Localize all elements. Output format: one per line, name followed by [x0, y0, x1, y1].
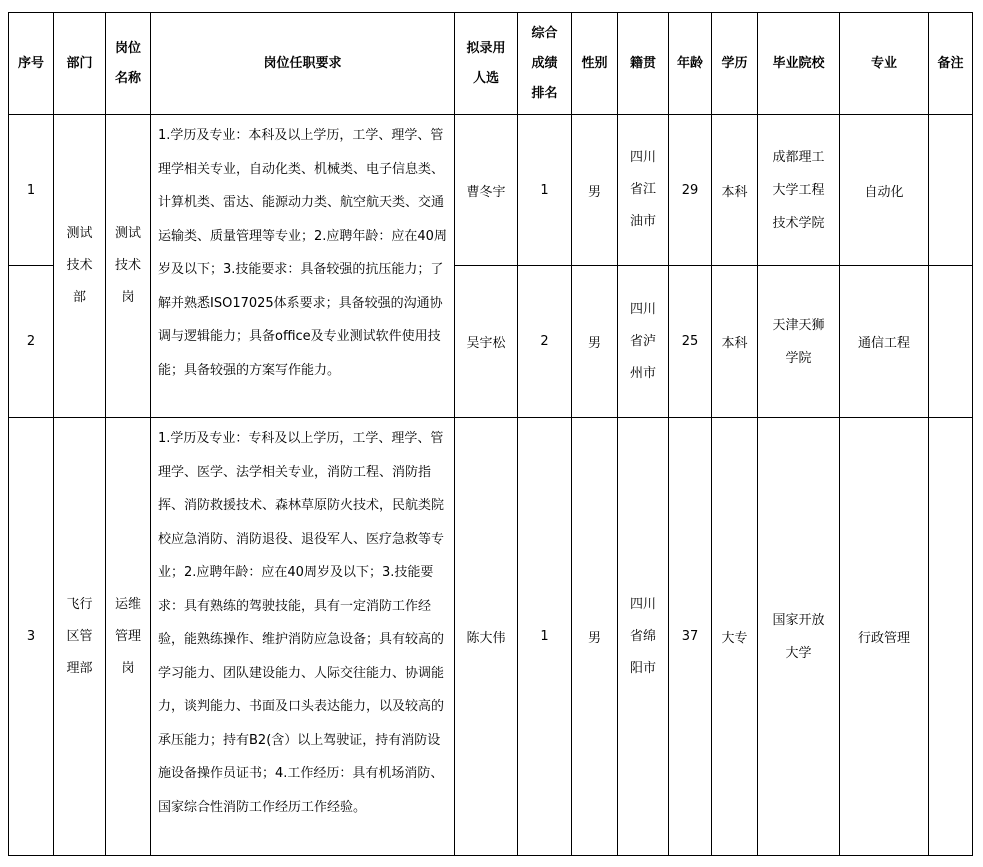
cell-candidate: 曹冬宇: [455, 115, 518, 266]
cell-dept: [54, 418, 106, 856]
header-post-label: 岗位名称: [114, 40, 141, 86]
header-native: 籍贯: [618, 13, 669, 115]
header-gender: 性别: [572, 13, 618, 115]
cell-remark: [929, 266, 973, 418]
header-edu: 学历: [712, 13, 758, 115]
header-row: [9, 13, 973, 115]
recruitment-table: [8, 12, 973, 856]
cell-post: [106, 418, 151, 856]
cell-remark: [929, 115, 973, 266]
native-label: 四川省江油市: [629, 150, 656, 229]
cell-rank: 2: [518, 266, 572, 418]
cell-seq: 3: [9, 418, 54, 856]
cell-age: 37: [669, 418, 712, 856]
header-candidate-label: 拟录用人选: [466, 40, 506, 86]
cell-school: [758, 266, 840, 418]
post-label: 测试技术岗: [114, 226, 141, 305]
header-requirements: 岗位任职要求: [151, 13, 455, 115]
cell-requirements: 1.学历及专业：本科及以上学历，工学、理学、管理学相关专业，自动化类、机械类、电子信息类、计算机类、雷达、能源动力类、航空航天类、交通运输类、质量管理等专业；2.应聘年龄：应在40周岁及以下；3.技能要求：具备较强的抗压能力；了解并熟悉ISO17025体系要求；具备较强的沟通协调与逻辑能力；具备office及专业测试软件使用技能；具备较强的方案写作能力。: [151, 115, 455, 418]
header-rank-label: 综合成绩排名: [531, 25, 558, 101]
native-label: 四川省绵阳市: [629, 596, 656, 676]
cell-rank: 1: [518, 115, 572, 266]
cell-rank: 1: [518, 418, 572, 856]
cell-age: 25: [669, 266, 712, 418]
cell-major: 行政管理: [840, 418, 929, 856]
cell-school: [758, 418, 840, 856]
table-row: [9, 418, 973, 856]
cell-seq: 2: [9, 266, 54, 418]
school-label: 国家开放大学: [772, 612, 825, 661]
cell-candidate: 吴宇松: [455, 266, 518, 418]
cell-edu: 大专: [712, 418, 758, 856]
cell-remark: [929, 418, 973, 856]
cell-major: 自动化: [840, 115, 929, 266]
cell-major: 通信工程: [840, 266, 929, 418]
cell-post: [106, 115, 151, 418]
cell-gender: 男: [572, 418, 618, 856]
header-dept: 部门: [54, 13, 106, 115]
header-major: 专业: [840, 13, 929, 115]
post-label: 运维管理岗: [114, 596, 141, 676]
header-post: [106, 13, 151, 115]
native-label: 四川省泸州市: [629, 301, 656, 381]
cell-seq: 1: [9, 115, 54, 266]
header-rank: [518, 13, 572, 115]
cell-native: [618, 115, 669, 266]
cell-dept: [54, 115, 106, 418]
school-label: 成都理工大学工程技术学院: [772, 149, 825, 231]
cell-native: [618, 418, 669, 856]
table-row: [9, 115, 973, 266]
cell-native: [618, 266, 669, 418]
cell-candidate: 陈大伟: [455, 418, 518, 856]
cell-age: 29: [669, 115, 712, 266]
cell-requirements: 1.学历及专业：专科及以上学历，工学、理学、管理学、医学、法学相关专业，消防工程、消防指挥、消防救援技术、森林草原防火技术，民航类院校应急消防、消防退役、退役军人、医疗急救等专业；2.应聘年龄：应在40周岁及以下；3.技能要求：具有熟练的驾驶技能，具有一定消防工作经验，能熟练操作、维护消防应急设备；具有较高的学习能力、团队建设能力、人际交往能力、协调能力，谈判能力、书面及口头表达能力，以及较高的承压能力；持有B2(含）以上驾驶证，持有消防设施设备操作员证书；4.工作经历：具有机场消防、国家综合性消防工作经历工作经验。: [151, 418, 455, 856]
header-school: 毕业院校: [758, 13, 840, 115]
header-remark: 备注: [929, 13, 973, 115]
cell-edu: 本科: [712, 115, 758, 266]
cell-edu: 本科: [712, 266, 758, 418]
dept-label: 飞行区管理部: [66, 596, 93, 676]
header-seq: 序号: [9, 13, 54, 115]
header-age: 年龄: [669, 13, 712, 115]
dept-label: 测试技术部: [66, 226, 93, 305]
school-label: 天津天狮学院: [772, 317, 825, 366]
cell-school: [758, 115, 840, 266]
cell-gender: 男: [572, 115, 618, 266]
cell-gender: 男: [572, 266, 618, 418]
header-candidate: [455, 13, 518, 115]
